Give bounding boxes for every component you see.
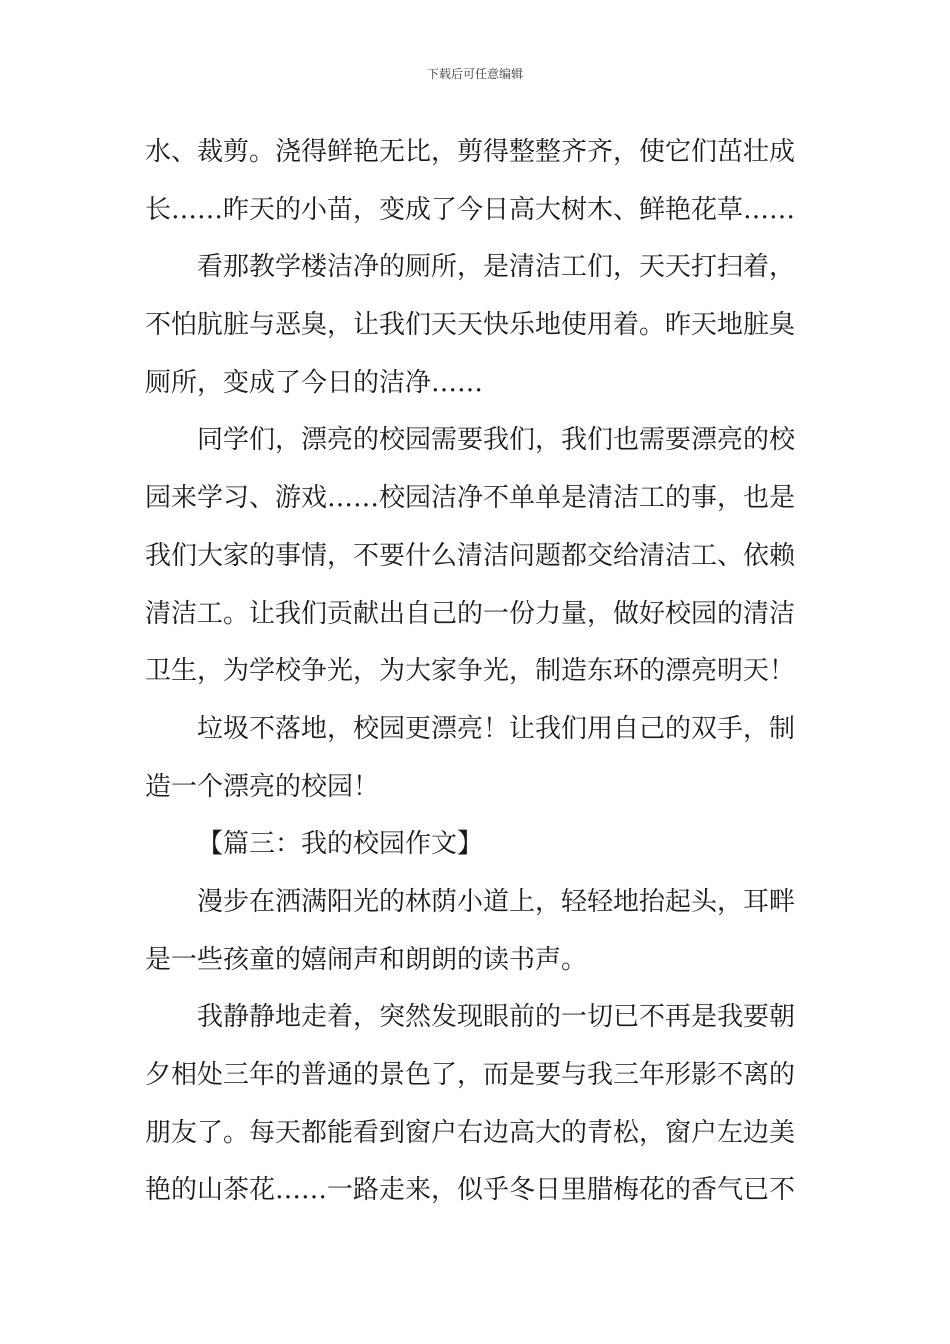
paragraph-start: 同学们，漂亮的校园需要我们，我们也需要漂亮的校 xyxy=(197,425,796,456)
paragraph-start: 漫步在洒满阳光的林荫小道上，轻轻地抬起头，耳畔 xyxy=(197,886,796,917)
text-line: 是一些孩童的嬉闹声和朗朗的读书声。 xyxy=(145,944,588,975)
text-line: 夕相处三年的普通的景色了，而是要与我三年形影不离的 xyxy=(145,1060,796,1090)
document-body xyxy=(145,124,807,1220)
text-line: 清洁工。让我们贡献出自己的一份力量，做好校园的清洁 xyxy=(145,598,796,629)
text-line: 园来学习、游戏……校园洁净不单单是清洁工的事，也是 xyxy=(145,483,796,514)
text-line: 卫生，为学校争光，为大家争光，制造东环的漂亮明天！ xyxy=(145,656,796,687)
text-line: 我们大家的事情，不要什么清洁问题都交给清洁工、依赖 xyxy=(145,540,796,571)
paragraph-start: 看那教学楼洁净的厕所，是清洁工们，天天打扫着， xyxy=(197,252,796,283)
section-heading: 【篇三：我的校园作文】 xyxy=(197,829,484,860)
text-line: 厕所，变成了今日的洁净…… xyxy=(145,367,484,398)
text-line: 水、裁剪。浇得鲜艳无比，剪得整整齐齐，使它们茁壮成 xyxy=(145,137,796,167)
text-line: 不怕肮脏与恶臭，让我们天天快乐地使用着。昨天地脏臭 xyxy=(145,310,796,341)
paragraph-start: 我静静地走着，突然发现眼前的一切已不再是我要朝 xyxy=(197,1002,796,1033)
page-header: 下载后可任意编辑 xyxy=(426,67,523,81)
paragraph-start: 垃圾不落地，校园更漂亮！让我们用自己的双手，制 xyxy=(197,713,796,744)
text-line: 艳的山茶花……一路走来，似乎冬日里腊梅花的香气已不 xyxy=(145,1175,796,1206)
text-line: 造一个漂亮的校园！ xyxy=(145,771,380,802)
text-line: 朋友了。每天都能看到窗户右边高大的青松，窗户左边美 xyxy=(145,1117,796,1148)
text-line: 长……昨天的小苗，变成了今日高大树木、鲜艳花草…… xyxy=(145,194,796,225)
